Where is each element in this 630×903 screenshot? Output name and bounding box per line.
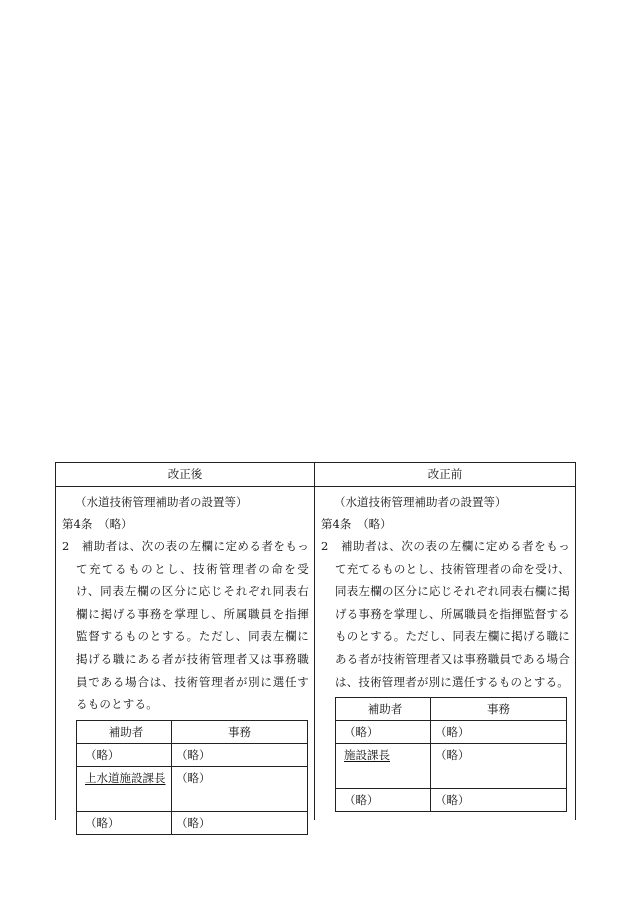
header-assistant: 補助者 <box>77 720 172 743</box>
table-row <box>77 743 308 766</box>
table-row <box>336 789 567 812</box>
previous-title-text: 施設課長 <box>344 748 390 763</box>
assistant-table <box>335 697 567 812</box>
header-duties: 事務 <box>431 698 567 721</box>
table-cell: （略） <box>172 743 308 766</box>
column-header-amended: 改正後 <box>56 463 314 487</box>
table-cell: （略） <box>172 811 308 834</box>
table-cell: （略） <box>77 811 172 834</box>
article-caption: （水道技術管理補助者の設置等） <box>75 495 248 509</box>
article-number: 第4条 （略） <box>321 517 392 531</box>
amended-title-text: 上水道施設課長 <box>85 770 166 785</box>
table-cell: （略） <box>431 744 567 789</box>
table-row <box>77 811 308 834</box>
table-row <box>336 721 567 744</box>
table-cell-previous-title <box>336 744 431 789</box>
article-number: 第4条 （略） <box>62 517 133 531</box>
table-cell: （略） <box>336 789 431 812</box>
table-cell-amended-title <box>77 766 172 811</box>
table-cell: （略） <box>431 721 567 744</box>
paragraph-2: 2 補助者は、次の表の左欄に定める者をもって充てるものとし、技術管理者の命を受け、同表左欄の区分に応じそれぞれ同表右欄に掲げる事務を掌理し、所属職員を指揮監督するものとする。ただし、同表左欄に掲げる職にある者が技術管理者又は事務職員である場合は、技術管理者が別に選任するものとする。 <box>321 539 570 689</box>
table-row <box>77 766 308 811</box>
table-header-row <box>77 720 308 743</box>
paragraph-2: 2 補助者は、次の表の左欄に定める者をもって充てるものとし、技術管理者の命を受け、同表左欄の区分に応じそれぞれ同表右欄に掲げる事務を掌理し、所属職員を指揮監督するものとする。ただし、同表左欄に掲げる職にある者が技術管理者又は事務職員である場合は、技術管理者が別に選任するものとする。 <box>62 539 309 712</box>
article-caption: （水道技術管理補助者の設置等） <box>334 495 507 509</box>
column-body-previous <box>315 487 575 812</box>
column-previous <box>315 463 575 820</box>
table-cell: （略） <box>431 789 567 812</box>
column-amended <box>56 463 315 830</box>
table-cell: （略） <box>172 766 308 811</box>
column-body-amended <box>56 487 314 835</box>
table-header-row <box>336 698 567 721</box>
header-duties: 事務 <box>172 720 308 743</box>
assistant-table <box>76 720 308 835</box>
header-assistant: 補助者 <box>336 698 431 721</box>
column-header-previous: 改正前 <box>315 463 575 487</box>
comparison-table <box>55 462 576 830</box>
table-row <box>336 744 567 789</box>
table-cell: （略） <box>77 743 172 766</box>
table-cell: （略） <box>336 721 431 744</box>
